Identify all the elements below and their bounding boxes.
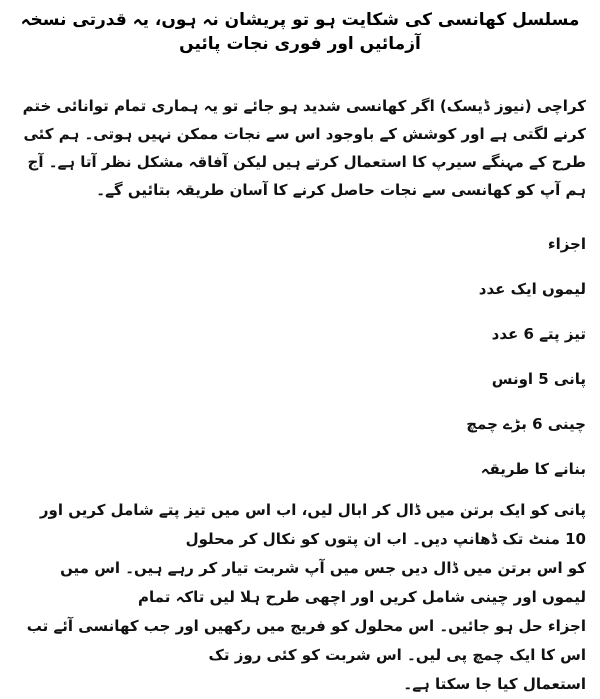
- method-line: پانی کو ایک برتن میں ڈال کر ابال لیں، اب اس میں تیز پتے شامل کریں اور 10 منٹ تک ڈھانپ دیں۔ اب ان پتوں کو نکال کر محلول: [39, 501, 586, 548]
- ingredients-section: [14, 222, 586, 492]
- intro-line: کرنے کا آسان طریقہ بتائیں گے۔: [96, 181, 326, 199]
- method-line: کو اس برتن میں ڈال دیں جس میں آپ شربت تیار کر رہے ہیں۔ اس میں لیموں اور چینی شامل کریں اور اچھی طرح ہلا لیں تاکہ تمام: [60, 559, 586, 606]
- ingredient-item: تیز پتے 6 عدد: [491, 325, 586, 343]
- ingredient-item: لیموں ایک عدد: [478, 280, 586, 298]
- intro-line: نہیں ہوتی۔ ہم کئی طرح کے مہنگے سیرپ کا استعمال کرتے ہیں لیکن آفاقہ مشکل نظر آتا ہے۔ آج ہم آپ کو کھانسی سے نجات حاصل: [23, 125, 586, 199]
- intro-line: کراچی (نیوز ڈیسک) اگر کھانسی شدید ہو جائے تو یہ ہماری تمام توانائی ختم کرنے لگتی ہے اور کوشش کے باوجود اس سے نجات ممکن: [22, 97, 586, 143]
- ingredient-item: پانی 5 اونس: [491, 370, 586, 388]
- method-line: استعمال کیا جا سکتا ہے۔: [403, 675, 586, 693]
- method-line: اجزاء حل ہو جائیں۔ اس محلول کو فریج میں رکھیں اور جب کھانسی آئے تب اس کا ایک چمچ پی لیں۔ اس شربت کو کئی روز تک: [26, 617, 586, 664]
- ingredient-item: چینی 6 بڑے چمچ: [466, 415, 586, 433]
- method-heading: بنانے کا طریقہ: [480, 460, 586, 478]
- method-paragraph: [14, 496, 586, 699]
- ingredients-heading: اجزاء: [547, 235, 586, 253]
- article-headline: مسلسل کھانسی کی شکایت ہو تو پریشان نہ ہوں، یہ قدرتی نسخہ آزمائیں اور فوری نجات پائیں: [20, 10, 580, 54]
- intro-paragraph: [14, 92, 586, 204]
- intro-text: [14, 92, 586, 204]
